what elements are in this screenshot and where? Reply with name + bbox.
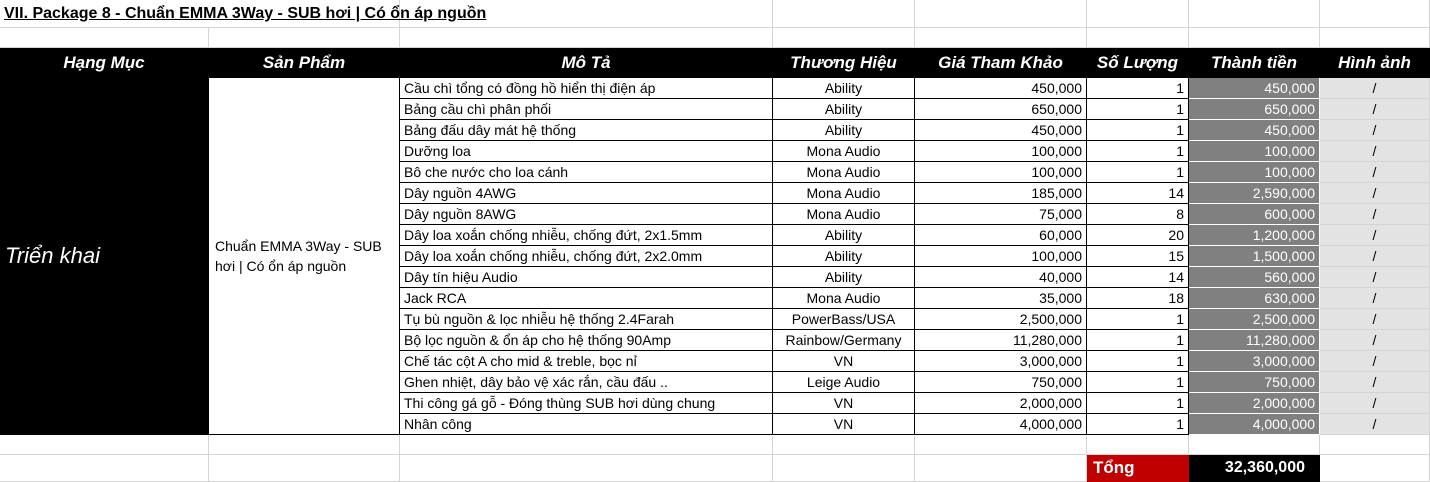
line-total-cell[interactable]: 450,000 [1189, 120, 1320, 141]
line-total-cell[interactable]: 560,000 [1189, 267, 1320, 288]
brand-cell[interactable]: Ability [773, 78, 915, 99]
image-cell[interactable]: / [1320, 393, 1430, 414]
line-total-cell[interactable]: 100,000 [1189, 162, 1320, 183]
quantity-cell[interactable]: 1 [1087, 330, 1189, 351]
price-cell[interactable]: 100,000 [915, 141, 1087, 162]
empty-cell[interactable] [1087, 0, 1189, 28]
empty-cell[interactable] [1320, 0, 1430, 28]
grand-total-value[interactable]: 32,360,000 [1189, 455, 1320, 482]
line-total-cell[interactable]: 650,000 [1189, 99, 1320, 120]
line-total-cell[interactable]: 1,200,000 [1189, 225, 1320, 246]
price-cell[interactable]: 450,000 [915, 120, 1087, 141]
image-cell[interactable]: / [1320, 288, 1430, 309]
empty-cell[interactable] [0, 455, 209, 482]
quantity-cell[interactable]: 20 [1087, 225, 1189, 246]
quantity-cell[interactable]: 1 [1087, 372, 1189, 393]
quantity-cell[interactable]: 1 [1087, 162, 1189, 183]
header-price[interactable]: Giá Tham Khảo [915, 48, 1087, 78]
image-cell[interactable]: / [1320, 225, 1430, 246]
description-cell[interactable]: Dây nguồn 8AWG [400, 204, 773, 225]
quantity-cell[interactable]: 1 [1087, 309, 1189, 330]
brand-cell[interactable]: Ability [773, 120, 915, 141]
brand-cell[interactable]: Mona Audio [773, 288, 915, 309]
image-cell[interactable]: / [1320, 162, 1430, 183]
brand-cell[interactable]: Rainbow/Germany [773, 330, 915, 351]
image-cell[interactable]: / [1320, 372, 1430, 393]
description-cell[interactable]: Thi công gá gỗ - Đóng thùng SUB hơi dùng chung [400, 393, 773, 414]
image-cell[interactable]: / [1320, 120, 1430, 141]
brand-cell[interactable]: Ability [773, 99, 915, 120]
quantity-cell[interactable]: 14 [1087, 267, 1189, 288]
product-cell[interactable]: Chuẩn EMMA 3Way - SUB hơi | Có ổn áp nguồn [209, 78, 400, 435]
price-cell[interactable]: 450,000 [915, 78, 1087, 99]
header-brand[interactable]: Thương Hiệu [773, 48, 915, 78]
line-total-cell[interactable]: 1,500,000 [1189, 246, 1320, 267]
image-cell[interactable]: / [1320, 204, 1430, 225]
header-category[interactable]: Hạng Mục [0, 48, 209, 78]
line-total-cell[interactable]: 3,000,000 [1189, 351, 1320, 372]
price-cell[interactable]: 75,000 [915, 204, 1087, 225]
empty-cell[interactable] [1320, 455, 1430, 482]
empty-cell[interactable] [915, 28, 1087, 48]
price-cell[interactable]: 35,000 [915, 288, 1087, 309]
header-product[interactable]: Sản Phẩm [209, 48, 400, 78]
empty-cell[interactable] [915, 0, 1087, 28]
line-total-cell[interactable]: 600,000 [1189, 204, 1320, 225]
empty-cell[interactable] [773, 28, 915, 48]
quantity-cell[interactable]: 1 [1087, 120, 1189, 141]
image-cell[interactable]: / [1320, 78, 1430, 99]
empty-cell[interactable] [400, 0, 773, 28]
image-cell[interactable]: / [1320, 99, 1430, 120]
price-cell[interactable]: 100,000 [915, 162, 1087, 183]
price-cell[interactable]: 40,000 [915, 267, 1087, 288]
line-total-cell[interactable]: 450,000 [1189, 78, 1320, 99]
brand-cell[interactable]: Ability [773, 225, 915, 246]
description-cell[interactable]: Tụ bù nguồn & lọc nhiễu hệ thống 2.4Farah [400, 309, 773, 330]
quantity-cell[interactable]: 1 [1087, 393, 1189, 414]
image-cell[interactable]: / [1320, 141, 1430, 162]
empty-cell[interactable] [915, 455, 1087, 482]
empty-cell[interactable] [209, 455, 400, 482]
total-label[interactable]: Tổng [1087, 455, 1189, 482]
empty-cell[interactable] [0, 28, 209, 48]
image-cell[interactable]: / [1320, 267, 1430, 288]
description-cell[interactable]: Bảng cầu chì phân phối [400, 99, 773, 120]
empty-cell[interactable] [1189, 435, 1320, 455]
brand-cell[interactable]: PowerBass/USA [773, 309, 915, 330]
price-cell[interactable]: 100,000 [915, 246, 1087, 267]
price-cell[interactable]: 60,000 [915, 225, 1087, 246]
line-total-cell[interactable]: 630,000 [1189, 288, 1320, 309]
sheet-title[interactable]: VII. Package 8 - Chuẩn EMMA 3Way - SUB hơi | Có ổn áp nguồn [0, 0, 400, 28]
description-cell[interactable]: Cầu chì tổng có đồng hồ hiển thị điện áp [400, 78, 773, 99]
price-cell[interactable]: 11,280,000 [915, 330, 1087, 351]
price-cell[interactable]: 185,000 [915, 183, 1087, 204]
image-cell[interactable]: / [1320, 309, 1430, 330]
quantity-cell[interactable]: 15 [1087, 246, 1189, 267]
header-total[interactable]: Thành tiền [1189, 48, 1320, 78]
brand-cell[interactable]: Leige Audio [773, 372, 915, 393]
description-cell[interactable]: Bô che nước cho loa cánh [400, 162, 773, 183]
empty-cell[interactable] [400, 28, 773, 48]
brand-cell[interactable]: VN [773, 351, 915, 372]
header-image[interactable]: Hình ảnh [1320, 48, 1430, 78]
image-cell[interactable]: / [1320, 246, 1430, 267]
description-cell[interactable]: Bảng đấu dây mát hệ thống [400, 120, 773, 141]
empty-cell[interactable] [1189, 28, 1320, 48]
empty-cell[interactable] [400, 435, 773, 455]
line-total-cell[interactable]: 100,000 [1189, 141, 1320, 162]
empty-cell[interactable] [773, 455, 915, 482]
quantity-cell[interactable]: 1 [1087, 99, 1189, 120]
line-total-cell[interactable]: 2,000,000 [1189, 393, 1320, 414]
image-cell[interactable]: / [1320, 330, 1430, 351]
empty-cell[interactable] [1320, 28, 1430, 48]
description-cell[interactable]: Ghen nhiệt, dây bảo vệ xác rắn, cầu đấu .. [400, 372, 773, 393]
description-cell[interactable]: Dây loa xoắn chống nhiễu, chống đứt, 2x2.0mm [400, 246, 773, 267]
price-cell[interactable]: 2,000,000 [915, 393, 1087, 414]
quantity-cell[interactable]: 18 [1087, 288, 1189, 309]
image-cell[interactable]: / [1320, 183, 1430, 204]
empty-cell[interactable] [209, 435, 400, 455]
empty-cell[interactable] [1087, 435, 1189, 455]
line-total-cell[interactable]: 2,590,000 [1189, 183, 1320, 204]
header-qty[interactable]: Số Lượng [1087, 48, 1189, 78]
quantity-cell[interactable]: 1 [1087, 141, 1189, 162]
image-cell[interactable]: / [1320, 414, 1430, 435]
brand-cell[interactable]: VN [773, 393, 915, 414]
price-cell[interactable]: 650,000 [915, 99, 1087, 120]
category-cell[interactable]: Triển khai [0, 78, 209, 435]
empty-cell[interactable] [1087, 28, 1189, 48]
empty-cell[interactable] [1189, 0, 1320, 28]
empty-cell[interactable] [0, 435, 209, 455]
empty-cell[interactable] [400, 455, 773, 482]
empty-cell[interactable] [915, 435, 1087, 455]
quantity-cell[interactable]: 8 [1087, 204, 1189, 225]
description-cell[interactable]: Nhân công [400, 414, 773, 435]
description-cell[interactable]: Dây nguồn 4AWG [400, 183, 773, 204]
price-cell[interactable]: 4,000,000 [915, 414, 1087, 435]
header-description[interactable]: Mô Tả [400, 48, 773, 78]
brand-cell[interactable]: Mona Audio [773, 162, 915, 183]
line-total-cell[interactable]: 11,280,000 [1189, 330, 1320, 351]
brand-cell[interactable]: Ability [773, 246, 915, 267]
price-cell[interactable]: 2,500,000 [915, 309, 1087, 330]
brand-cell[interactable]: Mona Audio [773, 141, 915, 162]
brand-cell[interactable]: VN [773, 414, 915, 435]
description-cell[interactable]: Dây tín hiệu Audio [400, 267, 773, 288]
empty-cell[interactable] [773, 435, 915, 455]
line-total-cell[interactable]: 2,500,000 [1189, 309, 1320, 330]
description-cell[interactable]: Dưỡng loa [400, 141, 773, 162]
brand-cell[interactable]: Mona Audio [773, 183, 915, 204]
description-cell[interactable]: Jack RCA [400, 288, 773, 309]
description-cell[interactable]: Chế tác cột A cho mid & treble, bọc nỉ [400, 351, 773, 372]
line-total-cell[interactable]: 750,000 [1189, 372, 1320, 393]
brand-cell[interactable]: Mona Audio [773, 204, 915, 225]
empty-cell[interactable] [773, 0, 915, 28]
image-cell[interactable]: / [1320, 351, 1430, 372]
quantity-cell[interactable]: 14 [1087, 183, 1189, 204]
description-cell[interactable]: Dây loa xoắn chống nhiễu, chống đứt, 2x1.5mm [400, 225, 773, 246]
quantity-cell[interactable]: 1 [1087, 414, 1189, 435]
empty-cell[interactable] [1320, 435, 1430, 455]
price-cell[interactable]: 750,000 [915, 372, 1087, 393]
quantity-cell[interactable]: 1 [1087, 351, 1189, 372]
price-cell[interactable]: 3,000,000 [915, 351, 1087, 372]
empty-cell[interactable] [209, 28, 400, 48]
line-total-cell[interactable]: 4,000,000 [1189, 414, 1320, 435]
description-cell[interactable]: Bộ lọc nguồn & ổn áp cho hệ thống 90Amp [400, 330, 773, 351]
quantity-cell[interactable]: 1 [1087, 78, 1189, 99]
brand-cell[interactable]: Ability [773, 267, 915, 288]
